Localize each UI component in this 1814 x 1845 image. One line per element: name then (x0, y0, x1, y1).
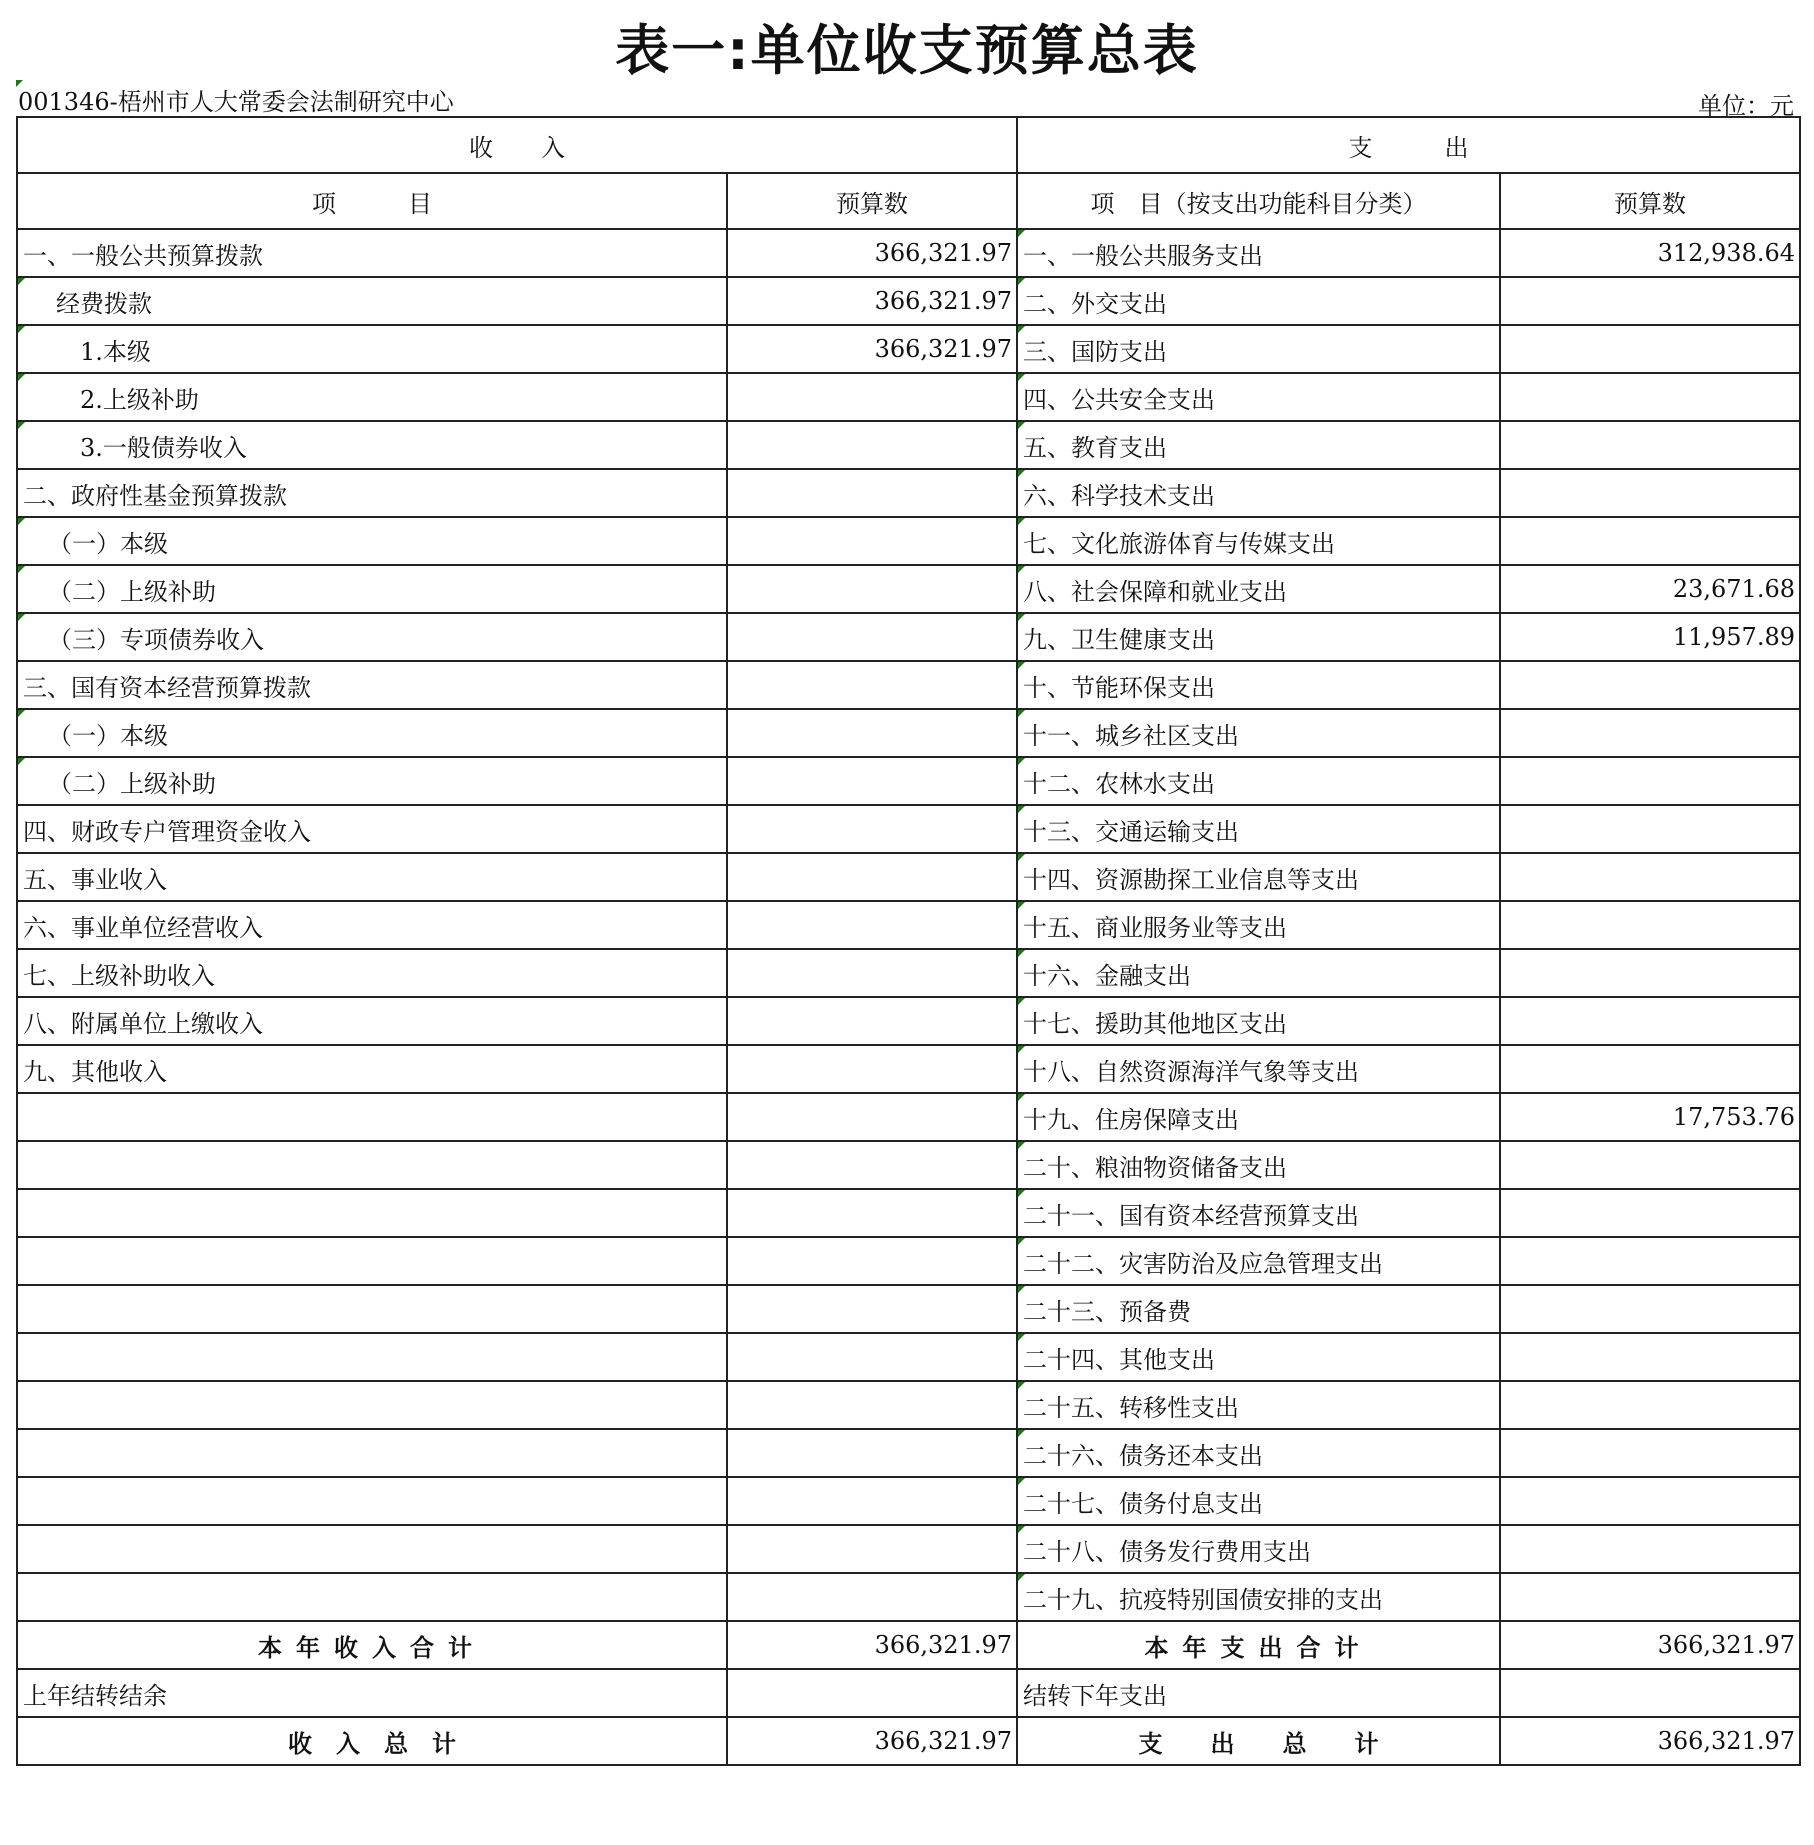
expense-item-cell: 十五、商业服务业等支出 (1017, 901, 1500, 949)
expense-amount-cell: 11,957.89 (1500, 613, 1800, 661)
table-row (17, 1573, 1800, 1621)
income-amount-cell (727, 373, 1017, 421)
income-amount-header: 预算数 (727, 173, 1017, 229)
expense-item-cell: 二十五、转移性支出 (1017, 1381, 1500, 1429)
expense-amount-cell (1500, 901, 1800, 949)
expense-item-cell: 二十八、债务发行费用支出 (1017, 1525, 1500, 1573)
table-row (17, 1333, 1800, 1381)
income-amount-cell (727, 997, 1017, 1045)
table-row (17, 277, 1800, 325)
table-row (17, 469, 1800, 517)
income-amount-cell (727, 1189, 1017, 1237)
expense-item-cell: 八、社会保障和就业支出 (1017, 565, 1500, 613)
income-amount-cell (727, 1093, 1017, 1141)
expense-amount-cell (1500, 949, 1800, 997)
expense-item-cell: 二十三、预备费 (1017, 1285, 1500, 1333)
expense-item-cell: 二十一、国有资本经营预算支出 (1017, 1189, 1500, 1237)
income-item-cell: 四、财政专户管理资金收入 (17, 805, 727, 853)
expense-amount-cell (1500, 1285, 1800, 1333)
income-item-cell: （一）本级 (17, 709, 727, 757)
income-amount-cell (727, 805, 1017, 853)
income-summary-label: 上年结转结余 (17, 1669, 727, 1717)
expense-amount-cell (1500, 1189, 1800, 1237)
expense-amount-cell (1500, 1381, 1800, 1429)
expense-amount-header: 预算数 (1500, 173, 1800, 229)
expense-amount-cell (1500, 1573, 1800, 1621)
income-amount-cell (727, 853, 1017, 901)
carryover-row (17, 1669, 1800, 1717)
income-item-cell (17, 1237, 727, 1285)
expense-amount-cell (1500, 373, 1800, 421)
income-item-cell (17, 1333, 727, 1381)
income-summary-label: 本年收入合计 (17, 1621, 727, 1669)
income-amount-cell (727, 565, 1017, 613)
expense-item-cell: 十一、城乡社区支出 (1017, 709, 1500, 757)
expense-summary-label: 支 出 总 计 (1017, 1717, 1500, 1765)
income-item-cell (17, 1429, 727, 1477)
expense-summary-label: 本年支出合计 (1017, 1621, 1500, 1669)
expense-item-cell: 三、国防支出 (1017, 325, 1500, 373)
expense-amount-cell (1500, 997, 1800, 1045)
table-row (17, 373, 1800, 421)
expense-item-cell: 二十、粮油物资储备支出 (1017, 1141, 1500, 1189)
table-row (17, 853, 1800, 901)
expense-item-cell: 六、科学技术支出 (1017, 469, 1500, 517)
income-amount-cell (727, 949, 1017, 997)
income-amount-cell (727, 1477, 1017, 1525)
table-row (17, 997, 1800, 1045)
income-summary-amount: 366,321.97 (727, 1717, 1017, 1765)
table-row (17, 229, 1800, 277)
income-summary-amount (727, 1669, 1017, 1717)
income-item-cell: 五、事业收入 (17, 853, 727, 901)
table-row (17, 565, 1800, 613)
income-item-cell: 九、其他收入 (17, 1045, 727, 1093)
income-item-cell: 八、附属单位上缴收入 (17, 997, 727, 1045)
expense-item-header: 项 目（按支出功能科目分类） (1017, 173, 1500, 229)
year-total-row (17, 1621, 1800, 1669)
expense-amount-cell (1500, 1525, 1800, 1573)
table-row (17, 805, 1800, 853)
expense-item-cell: 十八、自然资源海洋气象等支出 (1017, 1045, 1500, 1093)
income-amount-cell (727, 1525, 1017, 1573)
expense-item-cell: 十七、援助其他地区支出 (1017, 997, 1500, 1045)
income-item-cell (17, 1141, 727, 1189)
expense-amount-cell (1500, 757, 1800, 805)
income-amount-cell (727, 901, 1017, 949)
income-item-cell: （二）上级补助 (17, 565, 727, 613)
expense-amount-cell (1500, 709, 1800, 757)
expense-item-cell: 五、教育支出 (1017, 421, 1500, 469)
income-amount-cell (727, 661, 1017, 709)
income-item-cell (17, 1189, 727, 1237)
income-item-cell: 一、一般公共预算拨款 (17, 229, 727, 277)
expense-item-cell: 七、文化旅游体育与传媒支出 (1017, 517, 1500, 565)
expense-item-cell: 二十四、其他支出 (1017, 1333, 1500, 1381)
income-amount-cell: 366,321.97 (727, 277, 1017, 325)
income-item-cell: 3.一般债券收入 (17, 421, 727, 469)
expense-amount-cell (1500, 1429, 1800, 1477)
income-item-cell (17, 1093, 727, 1141)
income-item-cell (17, 1381, 727, 1429)
table-row (17, 1237, 1800, 1285)
grand-total-row (17, 1717, 1800, 1765)
expense-amount-cell (1500, 517, 1800, 565)
expense-amount-cell (1500, 1333, 1800, 1381)
expense-amount-cell (1500, 277, 1800, 325)
income-amount-cell (727, 709, 1017, 757)
currency-unit-label: 单位：元 (1698, 92, 1794, 120)
income-amount-cell (727, 613, 1017, 661)
income-amount-cell (727, 1285, 1017, 1333)
expense-amount-cell (1500, 853, 1800, 901)
income-amount-cell: 366,321.97 (727, 229, 1017, 277)
expense-amount-cell (1500, 421, 1800, 469)
table-row (17, 709, 1800, 757)
table-row (17, 1141, 1800, 1189)
expense-amount-cell (1500, 805, 1800, 853)
table-row (17, 901, 1800, 949)
income-item-cell (17, 1285, 727, 1333)
expense-amount-cell (1500, 1237, 1800, 1285)
expense-item-cell: 十四、资源勘探工业信息等支出 (1017, 853, 1500, 901)
income-item-cell: 二、政府性基金预算拨款 (17, 469, 727, 517)
table-row (17, 1285, 1800, 1333)
income-item-cell: 三、国有资本经营预算拨款 (17, 661, 727, 709)
expense-amount-cell (1500, 661, 1800, 709)
section-header-row (17, 117, 1800, 173)
expense-item-cell: 二十七、债务付息支出 (1017, 1477, 1500, 1525)
expense-amount-cell (1500, 325, 1800, 373)
expense-item-cell: 二十九、抗疫特别国债安排的支出 (1017, 1573, 1500, 1621)
income-amount-cell (727, 1141, 1017, 1189)
table-row (17, 1525, 1800, 1573)
expense-summary-amount: 366,321.97 (1500, 1621, 1800, 1669)
expense-amount-cell (1500, 1477, 1800, 1525)
expense-amount-cell (1500, 1141, 1800, 1189)
income-amount-cell (727, 517, 1017, 565)
income-item-cell: （一）本级 (17, 517, 727, 565)
table-row (17, 949, 1800, 997)
table-row (17, 1429, 1800, 1477)
income-item-cell (17, 1525, 727, 1573)
income-section-header: 收 入 (17, 117, 1017, 173)
expense-amount-cell: 23,671.68 (1500, 565, 1800, 613)
expense-item-cell: 十三、交通运输支出 (1017, 805, 1500, 853)
expense-item-cell: 一、一般公共服务支出 (1017, 229, 1500, 277)
expense-item-cell: 九、卫生健康支出 (1017, 613, 1500, 661)
income-item-cell: 六、事业单位经营收入 (17, 901, 727, 949)
income-item-cell: 1.本级 (17, 325, 727, 373)
income-amount-cell (727, 1429, 1017, 1477)
income-amount-cell: 366,321.97 (727, 325, 1017, 373)
table-row (17, 613, 1800, 661)
income-amount-cell (727, 1237, 1017, 1285)
expense-amount-cell: 312,938.64 (1500, 229, 1800, 277)
expense-item-cell: 四、公共安全支出 (1017, 373, 1500, 421)
expense-summary-label: 结转下年支出 (1017, 1669, 1500, 1717)
budget-table (16, 116, 1801, 1766)
income-item-header: 项 目 (17, 173, 727, 229)
income-item-cell: 2.上级补助 (17, 373, 727, 421)
table-row (17, 1477, 1800, 1525)
income-item-cell: 经费拨款 (17, 277, 727, 325)
income-item-cell: （二）上级补助 (17, 757, 727, 805)
expense-item-cell: 十九、住房保障支出 (1017, 1093, 1500, 1141)
income-summary-label: 收 入 总 计 (17, 1717, 727, 1765)
income-amount-cell (727, 1381, 1017, 1429)
table-row (17, 1093, 1800, 1141)
table-row (17, 661, 1800, 709)
page-title: 表一:单位收支预算总表 (615, 19, 1199, 82)
income-amount-cell (727, 1045, 1017, 1093)
expense-amount-cell: 17,753.76 (1500, 1093, 1800, 1141)
table-row (17, 757, 1800, 805)
expense-item-cell: 十、节能环保支出 (1017, 661, 1500, 709)
expense-amount-cell (1500, 1045, 1800, 1093)
income-amount-cell (727, 757, 1017, 805)
table-row (17, 421, 1800, 469)
expense-item-cell: 二、外交支出 (1017, 277, 1500, 325)
expense-item-cell: 十六、金融支出 (1017, 949, 1500, 997)
unit-name: 001346-梧州市人大常委会法制研究中心 (18, 88, 454, 116)
column-header-row (17, 173, 1800, 229)
income-item-cell (17, 1477, 727, 1525)
expense-item-cell: 二十六、债务还本支出 (1017, 1429, 1500, 1477)
expense-summary-amount: 366,321.97 (1500, 1717, 1800, 1765)
expense-amount-cell (1500, 469, 1800, 517)
income-amount-cell (727, 421, 1017, 469)
table-row (17, 1381, 1800, 1429)
income-item-cell: 七、上级补助收入 (17, 949, 727, 997)
income-item-cell (17, 1573, 727, 1621)
expense-item-cell: 二十二、灾害防治及应急管理支出 (1017, 1237, 1500, 1285)
income-amount-cell (727, 1573, 1017, 1621)
expense-section-header: 支 出 (1017, 117, 1800, 173)
table-row (17, 1045, 1800, 1093)
income-summary-amount: 366,321.97 (727, 1621, 1017, 1669)
expense-summary-amount (1500, 1669, 1800, 1717)
expense-item-cell: 十二、农林水支出 (1017, 757, 1500, 805)
income-item-cell: （三）专项债券收入 (17, 613, 727, 661)
income-amount-cell (727, 469, 1017, 517)
table-row (17, 325, 1800, 373)
table-row (17, 1189, 1800, 1237)
table-row (17, 517, 1800, 565)
income-amount-cell (727, 1333, 1017, 1381)
